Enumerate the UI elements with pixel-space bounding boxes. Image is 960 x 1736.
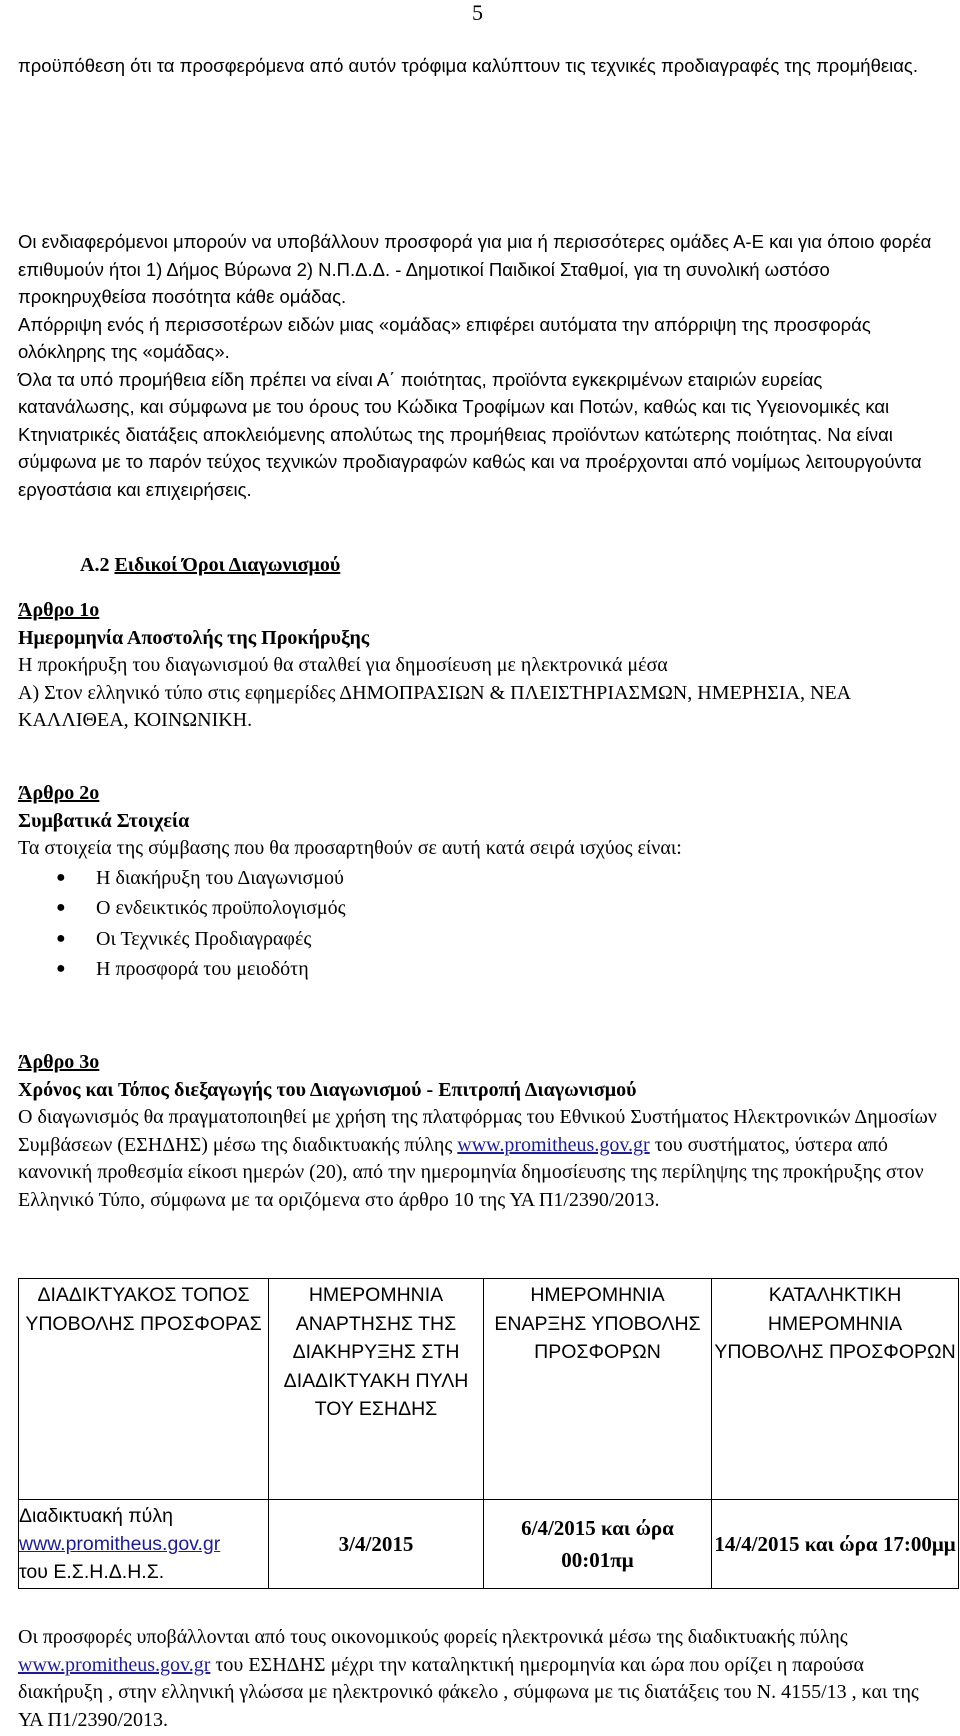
table-header-cell: ΗΜΕΡΟΜΗΝΙΑ ΕΝΑΡΞΗΣ ΥΠΟΒΟΛΗΣ ΠΡΟΣΦΟΡΩΝ bbox=[484, 1279, 712, 1500]
table-cell-end-date: 14/4/2015 και ώρα 17:00μμ bbox=[712, 1500, 959, 1589]
section-title bbox=[80, 552, 340, 580]
table-header-cell: ΚΑΤΑΛΗΚΤΙΚΗ ΗΜΕΡΟΜΗΝΙΑ ΥΠΟΒΟΛΗΣ ΠΡΟΣΦΟΡΩΝ bbox=[712, 1279, 959, 1500]
intro-paragraph-4: Όλα τα υπό προμήθεια είδη πρέπει να είναι Α΄ ποιότητας, προϊόντα εγκεκριμένων εταιριών ευρείας κατανάλωσης, και σύμφωνα με του όρους του Κώδικα Τροφίμων και Ποτών, καθώς και τις Υγειονομικές και Κτηνιατρικές διατάξεις αποκλειόμενης απολύτως της προμήθειας προϊόντων κατώτερης ποιότητας. Να είναι σύμφωνα με το παρόν τεύχος τεχνικών προδιαγραφών καθώς και να προέρχονται από νομίμως λειτουργούντα εργοστάσια και επιχειρήσεις. bbox=[18, 368, 922, 500]
article-1-title: Ημερομηνία Αποστολής της Προκήρυξης bbox=[18, 626, 370, 649]
article-2-intro: Τα στοιχεία της σύμβασης που θα προσαρτηθούν σε αυτή κατά σειρά ισχύος είναι: bbox=[18, 837, 682, 859]
article-1-line-1: Η προκήρυξη του διαγωνισμού θα σταλθεί για δημοσίευση με ηλεκτρονικά μέσα bbox=[18, 654, 668, 676]
intro-paragraph-2: Οι ενδιαφερόμενοι μπορούν να υποβάλλουν προσφορά για μια ή περισσότερες ομάδες Α-Ε και για όποιο φορέα επιθυμούν ήτοι 1) Δήμος Βύρωνα 2) Ν.Π.Δ.Δ. - Δημοτικοί Παιδικοί Σταθμοί, για τη συνολική ωστόσο προκηρυχθείσα ποσότητα κάθε ομάδας. bbox=[18, 231, 932, 307]
table-cell-portal bbox=[19, 1500, 269, 1589]
portal-suffix: του Ε.Σ.Η.Δ.Η.Σ. bbox=[19, 1561, 165, 1583]
footer-text-2: του ΕΣΗΔΗΣ μέχρι την καταληκτική ημερομηνία και ώρα που ορίζει η παρούσα διακήρυξη , στην ελληνική γλώσσα με ηλεκτρονικό φάκελο , σύμφωνα με τις διατάξεις του Ν. 4155/13 , και της ΥΑ Π1/2390/2013. bbox=[18, 1653, 919, 1731]
article-3 bbox=[18, 1049, 943, 1214]
table-header-cell: ΗΜΕΡΟΜΗΝΙΑ ΑΝΑΡΤΗΣΗΣ ΤΗΣ ΔΙΑΚΗΡΥΞΗΣ ΣΤΗ ΔΙΑΔΙΚΤΥΑΚΗ ΠΥΛΗ ΤΟΥ ΕΣΗΔΗΣ bbox=[269, 1279, 484, 1500]
list-item: ● Η διακήρυξη του Διαγωνισμού bbox=[18, 863, 943, 894]
article-2 bbox=[18, 780, 943, 985]
article-1-label: Άρθρο 1ο bbox=[18, 599, 100, 621]
table-promitheus-link[interactable]: www.promitheus.gov.gr bbox=[19, 1533, 221, 1555]
table-header-row bbox=[19, 1279, 959, 1500]
portal-label: Διαδικτυακή πύλη bbox=[19, 1505, 173, 1527]
page-number: 5 bbox=[472, 0, 483, 25]
article-3-text-1: Ο διαγωνισμός θα πραγματοποιηθεί με χρήση της πλατφόρμας του Εθνικού Συστήματος Ηλεκτρονικών Δημοσίων Συμβάσεων (ΕΣΗΔΗΣ) μέσω της διαδικτυακής πύλης bbox=[18, 1106, 937, 1156]
footer-paragraph bbox=[18, 1624, 943, 1734]
list-item: ● Οι Τεχνικές Προδιαγραφές bbox=[18, 924, 943, 955]
article-2-list bbox=[18, 863, 943, 985]
footer-promitheus-link[interactable]: www.promitheus.gov.gr bbox=[18, 1653, 211, 1676]
article-3-title: Χρόνος και Τόπος διεξαγωγής του Διαγωνισμού - Επιτροπή Διαγωνισμού bbox=[18, 1078, 637, 1101]
section-title-prefix: Α.2 bbox=[80, 554, 115, 576]
article-1 bbox=[18, 597, 943, 735]
list-item: ● Η προσφορά του μειοδότη bbox=[18, 954, 943, 985]
article-2-title: Συμβατικά Στοιχεία bbox=[18, 809, 190, 832]
table-header-cell: ΔΙΑΔΙΚΤΥΑΚΟΣ ΤΟΠΟΣ ΥΠΟΒΟΛΗΣ ΠΡΟΣΦΟΡΑΣ bbox=[19, 1279, 269, 1500]
submission-dates-table bbox=[18, 1278, 959, 1589]
table-row bbox=[19, 1500, 959, 1589]
article-3-label: Άρθρο 3ο bbox=[18, 1051, 100, 1073]
table-cell-start-date: 6/4/2015 και ώρα 00:01πμ bbox=[484, 1500, 712, 1589]
intro-paragraph-3: Απόρριψη ενός ή περισσοτέρων ειδών μιας «ομάδας» επιφέρει αυτόματα την απόρριψη της προσφοράς ολόκληρης της «ομάδας». bbox=[18, 313, 871, 362]
table-cell-post-date: 3/4/2015 bbox=[269, 1500, 484, 1589]
article-2-label: Άρθρο 2ο bbox=[18, 782, 100, 804]
article-3-body bbox=[18, 1104, 943, 1214]
promitheus-link[interactable]: www.promitheus.gov.gr bbox=[457, 1133, 650, 1156]
list-item: ● Ο ενδεικτικός προϋπολογισμός bbox=[18, 893, 943, 924]
section-title-text: Ειδικοί Όροι Διαγωνισμού bbox=[114, 554, 341, 576]
article-1-line-2: Α) Στον ελληνικό τύπο στις εφημερίδες ΔΗΜΟΠΡΑΣΙΩΝ & ΠΛΕΙΣΤΗΡΙΑΣΜΩΝ, ΗΜΕΡΗΣΙΑ, ΝΕΑ ΚΑΛΛΙΘΕΑ, ΚΟΙΝΩΝΙΚΗ. bbox=[18, 681, 851, 731]
intro-block bbox=[18, 228, 943, 503]
intro-paragraph-1: προϋπόθεση ότι τα προσφερόμενα από αυτόν τρόφιμα καλύπτουν τις τεχνικές προδιαγραφές της προμήθειας. bbox=[18, 55, 918, 76]
article-3-text-2: του συστήματος, ύστερα από κανονική προθεσμία είκοσι ημερών (20), από την ημερομηνία δημοσίευσης της περίληψης της προκήρυξης στον Ελληνικό Τύπο, σύμφωνα με τα οριζόμενα στο άρθρο 10 της ΥΑ Π1/2390/2013. bbox=[18, 1133, 924, 1211]
footer-text-1: Οι προσφορές υποβάλλονται από τους οικονομικούς φορείς ηλεκτρονικά μέσω της διαδικτυακής πύλης bbox=[18, 1626, 848, 1648]
